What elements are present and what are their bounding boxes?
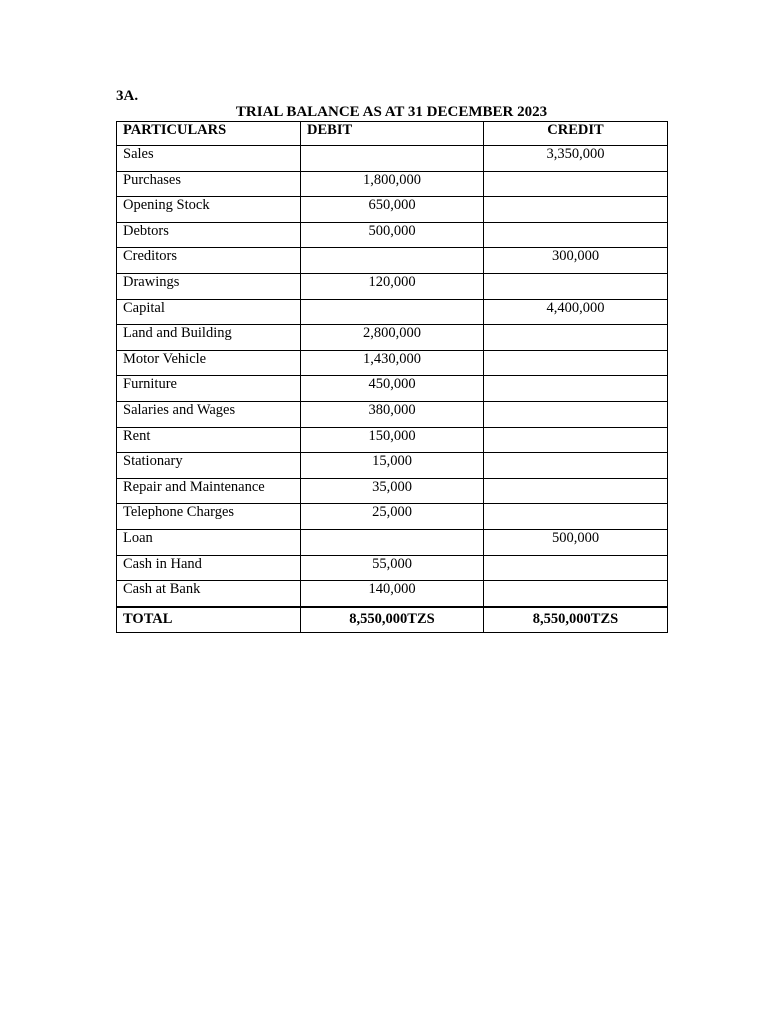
debit-cell: 120,000	[301, 273, 484, 299]
table-row	[117, 401, 668, 427]
credit-cell: 500,000	[484, 529, 668, 555]
credit-cell	[484, 427, 668, 453]
table-row	[117, 197, 668, 223]
table-row	[117, 427, 668, 453]
credit-cell	[484, 453, 668, 479]
particulars-cell: Repair and Maintenance	[117, 478, 301, 504]
debit-cell: 450,000	[301, 376, 484, 402]
credit-cell	[484, 478, 668, 504]
table-row	[117, 581, 668, 607]
debit-cell	[301, 529, 484, 555]
total-debit: 8,550,000TZS	[301, 607, 484, 633]
debit-cell: 140,000	[301, 581, 484, 607]
credit-cell	[484, 197, 668, 223]
credit-cell: 4,400,000	[484, 299, 668, 325]
debit-cell: 500,000	[301, 222, 484, 248]
credit-cell	[484, 401, 668, 427]
credit-cell	[484, 350, 668, 376]
total-credit: 8,550,000TZS	[484, 607, 668, 633]
debit-cell: 55,000	[301, 555, 484, 581]
particulars-cell: Furniture	[117, 376, 301, 402]
particulars-cell: Purchases	[117, 171, 301, 197]
table-row	[117, 171, 668, 197]
particulars-cell: Cash in Hand	[117, 555, 301, 581]
section-label: 3A.	[116, 88, 139, 104]
debit-cell: 15,000	[301, 453, 484, 479]
credit-cell: 3,350,000	[484, 146, 668, 172]
debit-cell: 1,800,000	[301, 171, 484, 197]
debit-cell: 2,800,000	[301, 325, 484, 351]
particulars-cell: Motor Vehicle	[117, 350, 301, 376]
debit-cell: 1,430,000	[301, 350, 484, 376]
total-label: TOTAL	[117, 607, 301, 633]
particulars-cell: Creditors	[117, 248, 301, 274]
table-header-row	[117, 122, 668, 146]
table-row	[117, 350, 668, 376]
column-header-debit: DEBIT	[301, 122, 484, 146]
table-row	[117, 555, 668, 581]
debit-cell: 25,000	[301, 504, 484, 530]
credit-cell	[484, 376, 668, 402]
debit-cell: 650,000	[301, 197, 484, 223]
table-row	[117, 504, 668, 530]
credit-cell	[484, 581, 668, 607]
table-row	[117, 299, 668, 325]
particulars-cell: Telephone Charges	[117, 504, 301, 530]
table-body	[117, 146, 668, 633]
debit-cell: 150,000	[301, 427, 484, 453]
particulars-cell: Cash at Bank	[117, 581, 301, 607]
credit-cell	[484, 325, 668, 351]
particulars-cell: Sales	[117, 146, 301, 172]
particulars-cell: Land and Building	[117, 325, 301, 351]
credit-cell	[484, 504, 668, 530]
particulars-cell: Stationary	[117, 453, 301, 479]
debit-cell	[301, 248, 484, 274]
column-header-credit: CREDIT	[484, 122, 668, 146]
column-header-particulars: PARTICULARS	[117, 122, 301, 146]
debit-cell: 35,000	[301, 478, 484, 504]
total-row	[117, 607, 668, 633]
table-row	[117, 222, 668, 248]
particulars-cell: Debtors	[117, 222, 301, 248]
particulars-cell: Loan	[117, 529, 301, 555]
table-row	[117, 273, 668, 299]
debit-cell	[301, 146, 484, 172]
credit-cell	[484, 222, 668, 248]
particulars-cell: Drawings	[117, 273, 301, 299]
particulars-cell: Capital	[117, 299, 301, 325]
credit-cell	[484, 171, 668, 197]
table-row	[117, 376, 668, 402]
particulars-cell: Salaries and Wages	[117, 401, 301, 427]
credit-cell	[484, 555, 668, 581]
table-row	[117, 248, 668, 274]
table-row	[117, 325, 668, 351]
credit-cell	[484, 273, 668, 299]
particulars-cell: Opening Stock	[117, 197, 301, 223]
debit-cell: 380,000	[301, 401, 484, 427]
page-title: TRIAL BALANCE AS AT 31 DECEMBER 2023	[235, 104, 548, 120]
table-row	[117, 529, 668, 555]
table-row	[117, 453, 668, 479]
trial-balance-table	[116, 121, 668, 633]
particulars-cell: Rent	[117, 427, 301, 453]
table-row	[117, 478, 668, 504]
debit-cell	[301, 299, 484, 325]
credit-cell: 300,000	[484, 248, 668, 274]
table-row	[117, 146, 668, 172]
